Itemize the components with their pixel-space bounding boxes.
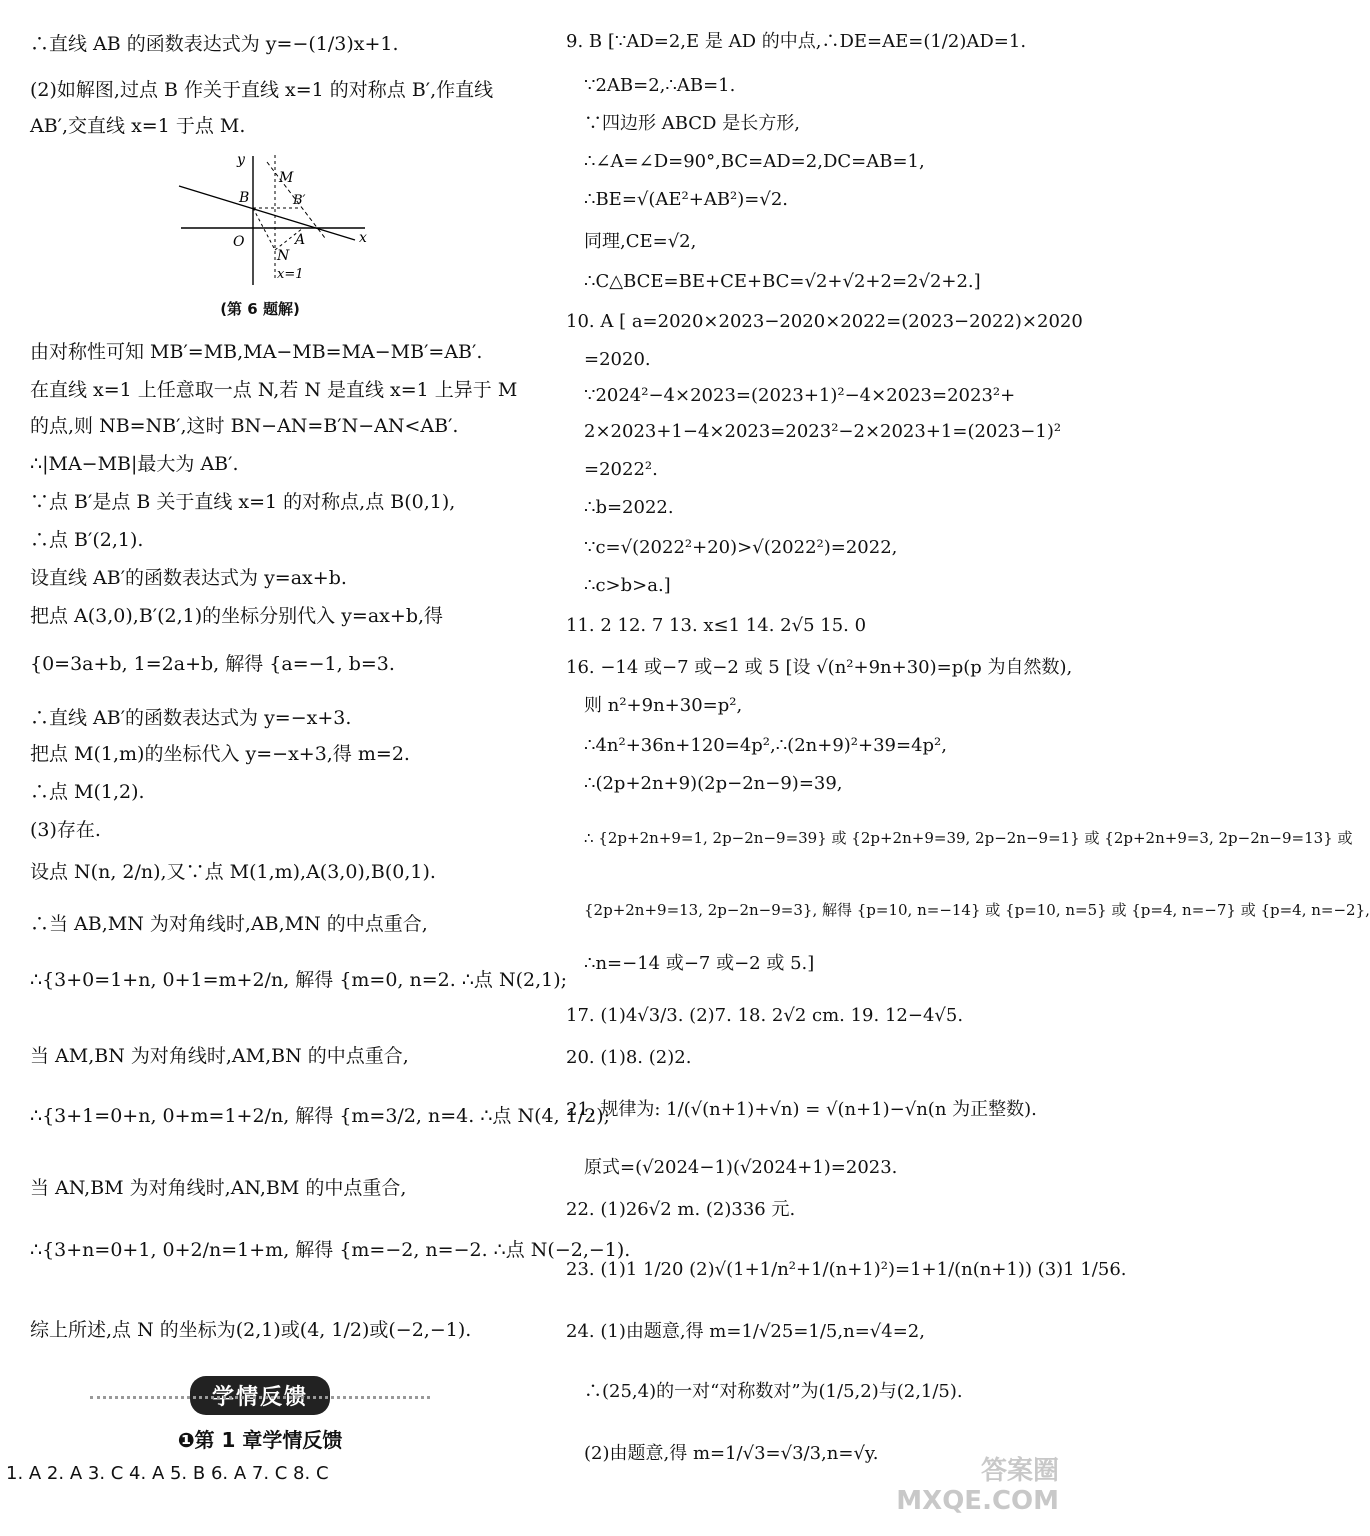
watermark-line-1: 答案圈: [980, 1456, 1059, 1486]
answer-line: =2022².: [584, 459, 658, 480]
solution-line: ∴{3+1=0+n, 0+m=1+2/n, 解得 {m=3/2, n=4. ∴点 N(4, 1/2);: [30, 1105, 611, 1127]
answer-line: 21. 规律为: 1/(√(n+1)+√n) = √(n+1)−√n(n 为正整数).: [566, 1099, 1037, 1120]
answer-line: (2)由题意,得 m=1/√3=√3/3,n=√y.: [584, 1443, 879, 1464]
solution-line: {0=3a+b, 1=2a+b, 解得 {a=−1, b=3.: [30, 653, 395, 675]
solution-line: 当 AM,BN 为对角线时,AM,BN 的中点重合,: [30, 1045, 409, 1067]
answer-line: ∴BE=√(AE²+AB²)=√2.: [584, 189, 789, 210]
solution-line: (3)存在.: [30, 819, 101, 841]
answer-line: ∴∠A=∠D=90°,BC=AD=2,DC=AB=1,: [584, 151, 925, 172]
coordinate-figure: [175, 150, 375, 290]
answer-line: ∴(25,4)的一对“对称数对”为(1/5,2)与(2,1/5).: [584, 1381, 963, 1402]
solution-line: 的点,则 NB=NB′,这时 BN−AN=B′N−AN<AB′.: [30, 415, 459, 437]
answer-line: ∴c>b>a.]: [584, 575, 671, 596]
answer-line: 16. −14 或−7 或−2 或 5 [设 √(n²+9n+30)=p(p 为自然数),: [566, 657, 1073, 678]
solution-line: ∴点 B′(2,1).: [30, 529, 144, 551]
answer-line: 20. (1)8. (2)2.: [566, 1047, 692, 1068]
answer-line: 22. (1)26√2 m. (2)336 元.: [566, 1199, 796, 1220]
solution-line: ∴当 AB,MN 为对角线时,AB,MN 的中点重合,: [30, 913, 428, 935]
answer-line: ∴4n²+36n+120=4p²,∴(2n+9)²+39=4p²,: [584, 735, 947, 756]
answer-line: =2020.: [584, 349, 651, 370]
figure-caption: (第 6 题解): [220, 300, 300, 318]
answer-line: {2p+2n+9=13, 2p−2n−9=3}, 解得 {p=10, n=−14} 或 {p=10, n=5} 或 {p=4, n=−7} 或 {p=4, n=−2},: [584, 901, 1370, 919]
solution-line: 在直线 x=1 上任意取一点 N,若 N 是直线 x=1 上异于 M: [30, 379, 518, 401]
solution-line: ∴点 M(1,2).: [30, 781, 145, 803]
solution-line: ∴|MA−MB|最大为 AB′.: [30, 453, 239, 475]
answer-line: 11. 2 12. 7 13. x≤1 14. 2√5 15. 0: [566, 615, 867, 636]
solution-line: ∴直线 AB′的函数表达式为 y=−x+3.: [30, 707, 352, 729]
answer-line: ∵2024²−4×2023=(2023+1)²−4×2023=2023²+: [584, 385, 1016, 406]
answer-line: 24. (1)由题意,得 m=1/√25=1/5,n=√4=2,: [566, 1321, 925, 1342]
label-line: x=1: [277, 267, 304, 282]
answer-line: ∴(2p+2n+9)(2p−2n−9)=39,: [584, 773, 843, 794]
solution-line: (2)如解图,过点 B 作关于直线 x=1 的对称点 B′,作直线: [30, 79, 494, 101]
solution-line: ∵点 B′是点 B 关于直线 x=1 的对称点,点 B(0,1),: [30, 491, 456, 513]
solution-line: ∴{3+n=0+1, 0+2/n=1+m, 解得 {m=−2, n=−2. ∴点 N(−2,−1).: [30, 1239, 631, 1261]
solution-line: 设点 N(n, 2/n),又∵点 M(1,m),A(3,0),B(0,1).: [30, 861, 436, 883]
answer-line: 原式=(√2024−1)(√2024+1)=2023.: [584, 1157, 898, 1178]
answer-key-row: 1. A 2. A 3. C 4. A 5. B 6. A 7. C 8. C: [6, 1463, 329, 1484]
answer-line: ∵c=√(2022²+20)>√(2022²)=2022,: [584, 537, 898, 558]
solution-line: ∴直线 AB 的函数表达式为 y=−(1/3)x+1.: [30, 33, 399, 55]
answer-line: ∴ {2p+2n+9=1, 2p−2n−9=39} 或 {2p+2n+9=39, 2p−2n−9=1} 或 {2p+2n+9=3, 2p−2n−9=13} 或: [584, 829, 1353, 847]
label-a: A: [295, 232, 306, 248]
answer-line: ∵2AB=2,∴AB=1.: [584, 75, 736, 96]
answer-line: ∴b=2022.: [584, 497, 674, 518]
label-x: x: [359, 230, 367, 246]
line-ab: [179, 186, 355, 240]
answer-line: 则 n²+9n+30=p²,: [584, 695, 743, 716]
label-origin: O: [233, 234, 245, 250]
answer-line: 9. B [∵AD=2,E 是 AD 的中点,∴DE=AE=(1/2)AD=1.: [566, 31, 1027, 52]
solution-line: ∴{3+0=1+n, 0+1=m+2/n, 解得 {m=0, n=2. ∴点 N(2,1);: [30, 969, 568, 991]
answer-line: 17. (1)4√3/3. (2)7. 18. 2√2 cm. 19. 12−4√5.: [566, 1005, 964, 1026]
solution-line: 综上所述,点 N 的坐标为(2,1)或(4, 1/2)或(−2,−1).: [30, 1319, 472, 1341]
label-n: N: [277, 248, 290, 264]
answer-line: ∴n=−14 或−7 或−2 或 5.]: [584, 953, 815, 974]
answer-line: ∴C△BCE=BE+CE+BC=√2+√2+2=2√2+2.]: [584, 271, 981, 292]
label-bprime: B′: [293, 193, 306, 208]
answer-line: 23. (1)1 1/20 (2)√(1+1/n²+1/(n+1)²)=1+1/(n(n+1)) (3)1 1/56.: [566, 1259, 1127, 1280]
solution-line: 由对称性可知 MB′=MB,MA−MB=MA−MB′=AB′.: [30, 341, 483, 363]
solution-line: 当 AN,BM 为对角线时,AN,BM 的中点重合,: [30, 1177, 407, 1199]
solution-line: 把点 M(1,m)的坐标代入 y=−x+3,得 m=2.: [30, 743, 410, 765]
watermark-line-2: MXQE.COM: [896, 1486, 1059, 1516]
solution-line: 把点 A(3,0),B′(2,1)的坐标分别代入 y=ax+b,得: [30, 605, 444, 627]
section-banner: 学情反馈: [190, 1376, 330, 1415]
answer-line: 10. A [ a=2020×2023−2020×2022=(2023−2022)×2020: [566, 311, 1083, 332]
answer-line: ∵四边形 ABCD 是长方形,: [584, 113, 800, 134]
answer-line: 2×2023+1−4×2023=2023²−2×2023+1=(2023−1)²: [584, 421, 1062, 442]
label-b: B: [239, 190, 250, 206]
watermark: [896, 1456, 1059, 1516]
solution-line: AB′,交直线 x=1 于点 M.: [30, 115, 246, 137]
chapter-title: ❶第 1 章学情反馈: [177, 1428, 343, 1452]
banner-rule: [90, 1396, 430, 1399]
label-m: M: [279, 170, 294, 186]
solution-line: 设直线 AB′的函数表达式为 y=ax+b.: [30, 567, 347, 589]
answer-line: 同理,CE=√2,: [584, 231, 697, 252]
label-y: y: [237, 152, 245, 168]
